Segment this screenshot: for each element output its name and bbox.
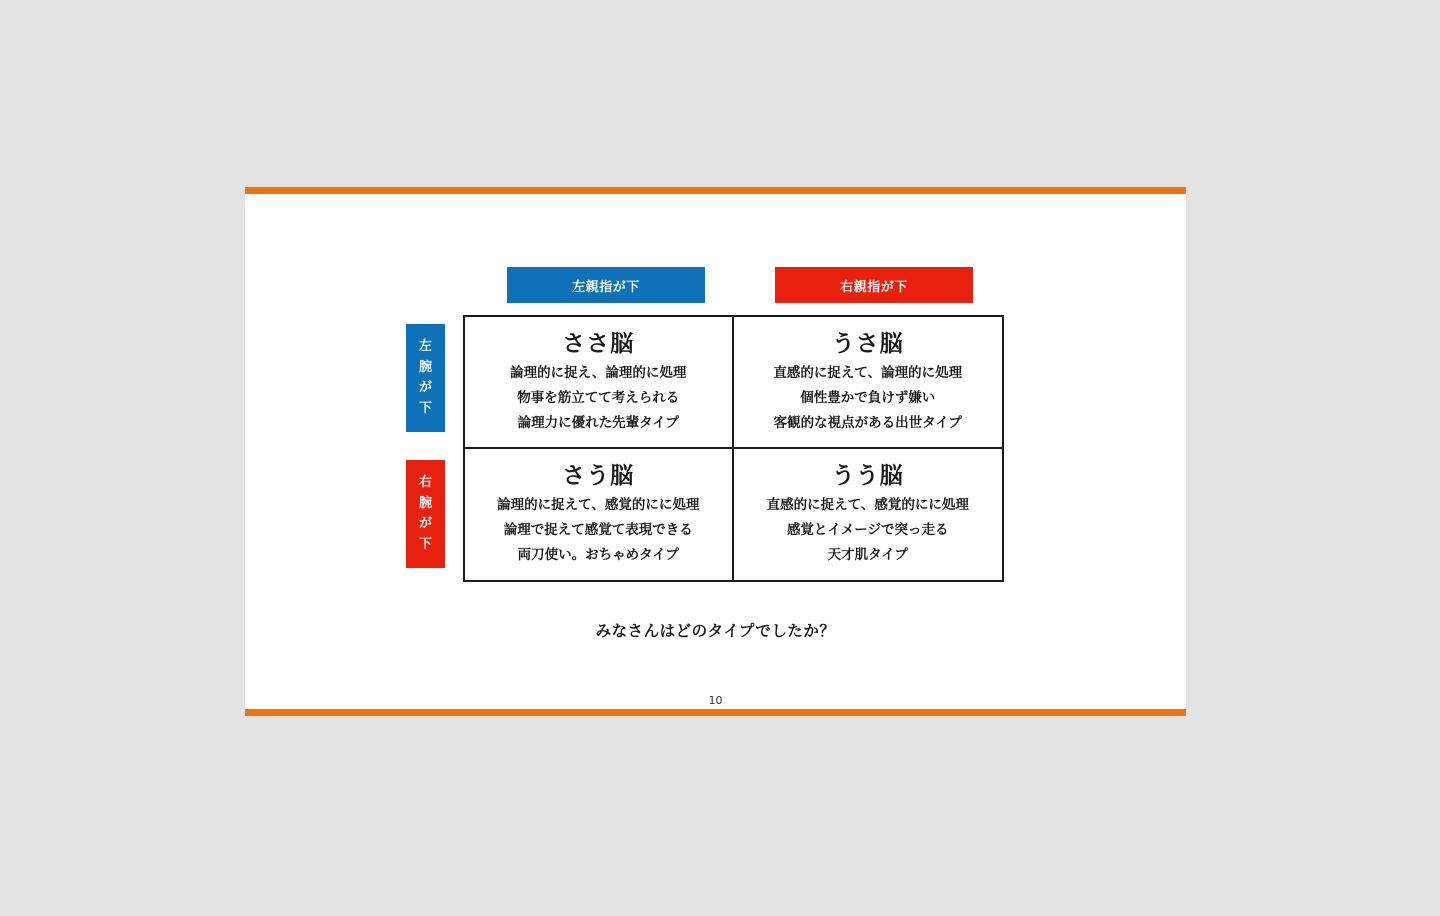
row-header-right-arm-down (406, 460, 445, 568)
row-header-char: 腕 (418, 495, 432, 511)
cell-line: 論理で捉えて感覚て表現できる (503, 521, 693, 538)
cell-line: 論理的に捉え、論理的に処理 (510, 365, 687, 381)
closing-question: みなさんはどのタイプでしたか？ (595, 622, 836, 640)
row-header-char: 腕 (418, 359, 432, 375)
cell-line: 感覚とイメージで突っ走る (786, 521, 949, 538)
row-header-char: 下 (418, 536, 432, 552)
row-header-char: 下 (418, 400, 432, 416)
cell-title: さう脳 (562, 462, 635, 489)
slide (245, 187, 1186, 716)
cell-uu-brain (734, 449, 1003, 581)
bottom-accent-bar (245, 709, 1186, 716)
row-header-char: 右 (418, 475, 432, 490)
cell-line: 客観的な視点がある出世タイプ (773, 415, 962, 431)
row-header-char: 左 (418, 339, 432, 354)
cell-line: 個性豊かで負けず嫌い (800, 390, 936, 406)
cell-line: 天才肌タイプ (827, 546, 908, 563)
cell-line: 論理力に優れた先輩タイプ (517, 415, 679, 431)
brain-type-matrix (463, 315, 1004, 582)
cell-line: 物事を筋立てて考えられる (517, 390, 680, 406)
column-header-right-thumb-down: 右親指が下 (775, 267, 973, 303)
top-accent-bar (245, 187, 1186, 194)
cell-sasa-brain (465, 317, 734, 449)
cell-line: 両刀使い。おちゃめタイプ (517, 546, 679, 563)
cell-line: 直感的に捉えて、論理的に処理 (773, 365, 963, 381)
cell-title: うう脳 (831, 462, 904, 489)
page-number: 10 (708, 694, 723, 707)
cell-title: うさ脳 (831, 331, 904, 357)
cell-sau-brain (465, 449, 734, 581)
row-header-left-arm-down (406, 324, 445, 432)
cell-usa-brain (734, 317, 1003, 449)
row-header-char: が (418, 516, 432, 531)
column-header-left-thumb-down: 左親指が下 (507, 267, 705, 303)
cell-line: 論理的に捉えて、感覚的にに処理 (497, 496, 700, 513)
cell-title: ささ脳 (562, 331, 635, 357)
row-header-char: が (418, 380, 432, 395)
cell-line: 直感的に捉えて、感覚的にに処理 (766, 496, 969, 513)
